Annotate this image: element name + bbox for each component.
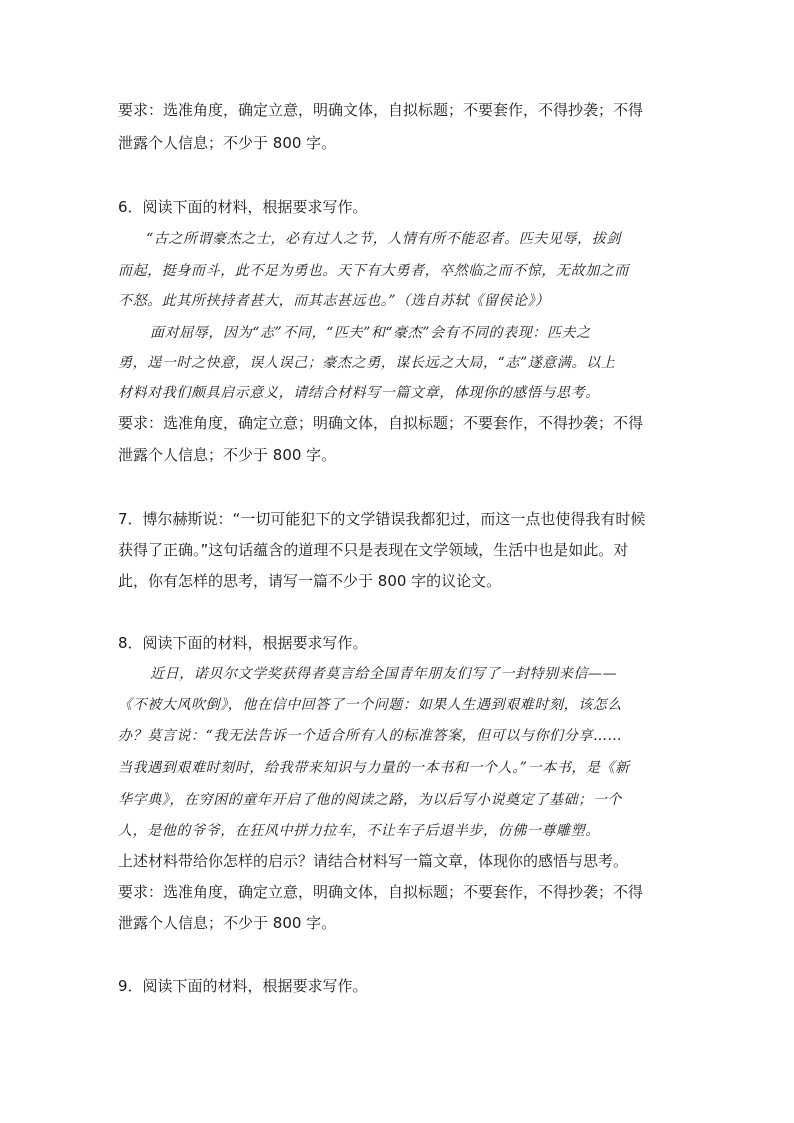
question-8-heading: 8．阅读下面的材料，根据要求写作。 <box>118 634 368 652</box>
material-line: 面对屈辱，因为“志”不同，“匹夫”和“豪杰”会有不同的表现：匹夫之 <box>150 325 591 341</box>
material-line: 材料对我们颇具启示意义，请结合材料写一篇文章，体现你的感悟与思考。 <box>118 385 600 401</box>
question-7-line: 获得了正确。”这句话蕴含的道理不只是表现在文学领域，生活中也是如此。对 <box>118 541 629 559</box>
material-line: 《不被大风吹倒》，他在信中回答了一个问题：如果人生遇到艰难时刻，该怎么 <box>118 697 622 713</box>
requirement-line: 要求：选准角度，确定立意；明确文体，自拟标题；不要套作，不得抄袭；不得 <box>118 414 644 432</box>
material-line: 办？莫言说：“我无法告诉一个适合所有人的标准答案，但可以与你们分享…… <box>118 728 623 744</box>
question-7-line: 此，你有怎样的思考，请写一篇不少于 800 字的议论文。 <box>118 572 502 590</box>
quote-line: 不怒。此其所挟持者甚大，而其志甚远也。”（选自苏轼《留侯论》） <box>118 293 550 309</box>
question-9-heading: 9．阅读下面的材料，根据要求写作。 <box>118 977 368 995</box>
material-line: 当我遇到艰难时刻时，给我带来知识与力量的一本书和一个人。”一本书，是《新 <box>118 760 630 776</box>
requirement-line: 泄露个人信息；不少于 800 字。 <box>118 914 337 932</box>
prompt-line: 上述材料带给你怎样的启示？请结合材料写一篇文章，体现你的感悟与思考。 <box>118 852 629 870</box>
material-line: 近日，诺贝尔文学奖获得者莫言给全国青年朋友们写了一封特别来信—— <box>150 666 618 682</box>
requirement-line: 要求：选准角度，确定立意，明确文体，自拟标题；不要套作，不得抄袭；不得 <box>118 101 644 119</box>
requirement-line: 要求：选准角度，确定立意，明确文体，自拟标题；不要套作，不得抄袭；不得 <box>118 883 644 901</box>
material-line: 人，是他的爷爷，在狂风中拼力拉车，不让车子后退半步，仿佛一尊雕塑。 <box>118 823 600 839</box>
requirement-line: 泄露个人信息；不少于 800 字。 <box>118 134 337 152</box>
question-7-line: 7．博尔赫斯说：“一切可能犯下的文学错误我都犯过，而这一点也使得我有时候 <box>118 510 646 528</box>
quote-line: “古之所谓豪杰之士，必有过人之节，人情有所不能忍者。匹夫见辱，拔剑 <box>146 231 621 247</box>
requirement-line: 泄露个人信息；不少于 800 字。 <box>118 446 337 464</box>
material-line: 勇，逞一时之快意，误人误己；豪杰之勇，谋长远之大局，“志”遂意满。以上 <box>118 355 616 371</box>
quote-line: 而起，挺身而斗，此不足为勇也。天下有大勇者，卒然临之而不惊，无故加之而 <box>118 263 629 279</box>
question-6-heading: 6．阅读下面的材料，根据要求写作。 <box>118 198 368 216</box>
material-line: 华字典》，在穷困的童年开启了他的阅读之路，为以后写小说奠定了基础；一个 <box>118 792 622 808</box>
